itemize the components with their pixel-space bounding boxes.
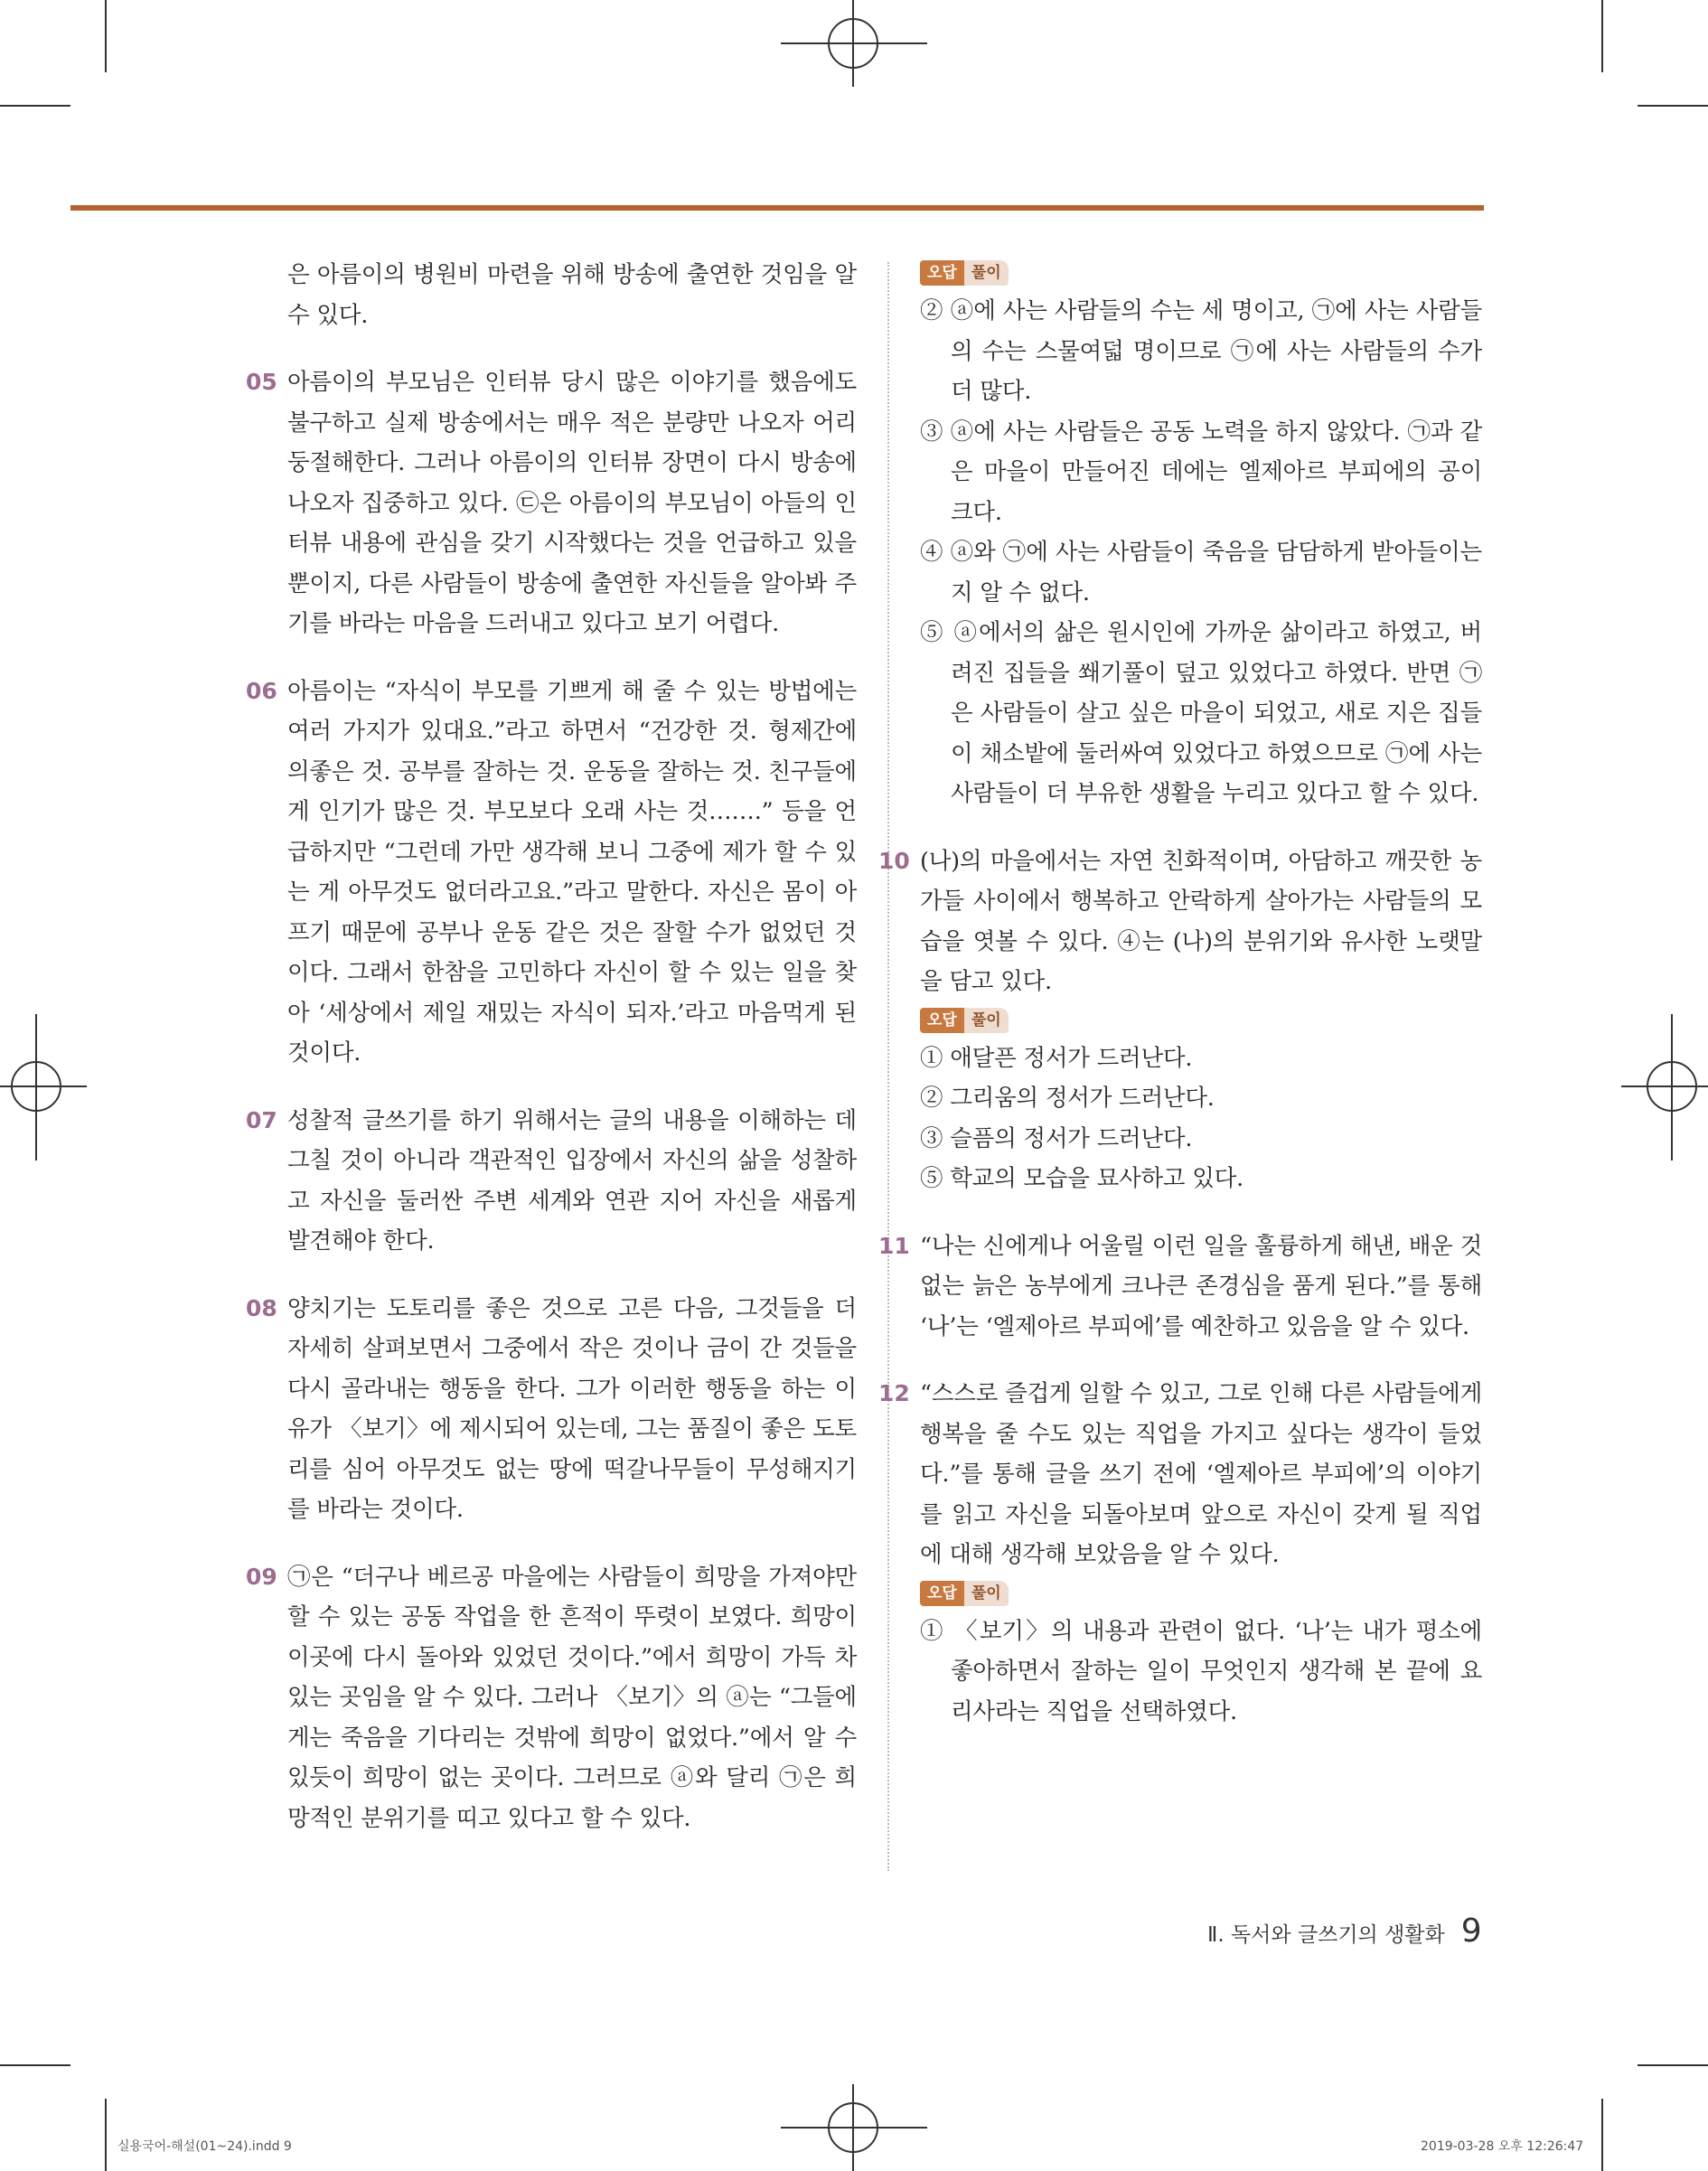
item-text: ㉠은 “더구나 베르공 마을에는 사람들이 희망을 가져야만 할 수 있는 공동 작업을 한 흔적이 뚜렷이 보였다. 희망이 이곳에 다시 돌아와 있었던 것이다.”에서 희망이 가득 차 있는 곳임을 알 수 있다. 그러나 〈보기〉의 ⓐ는 “그들에게는 죽음을 기다리는 것밖에 희망이 없었다.”에서 알 수 있듯이 희망이 없는 곳이다. 그러므로 ⓐ와 달리 ㉠은 희망적인 분위기를 띠고 있다고 할 수 있다. (287, 1563, 857, 1832)
item-number: 07 (246, 1106, 277, 1133)
intro-paragraph (287, 255, 857, 335)
page-number: 9 (1460, 1913, 1482, 1950)
option-text: ④ ⓐ와 ㉠에 사는 사람들이 죽음을 담담하게 받아들이는지 알 수 없다. (920, 539, 1482, 606)
badge-label: 오답 (920, 1581, 964, 1606)
option-text: ⑤ 학교의 모습을 묘사하고 있다. (920, 1165, 1244, 1192)
print-slug-file: 실용국어-해설(01~24).indd 9 (117, 2139, 292, 2154)
item-number: 08 (246, 1294, 277, 1321)
option-text: ① 〈보기〉의 내용과 관련이 없다. ‘나’는 내가 평소에 좋아하면서 잘하는 일이 무엇인지 생각해 본 끝에 요리사라는 직업을 선택하였다. (920, 1617, 1482, 1725)
registration-mark (781, 42, 927, 44)
registration-mark (0, 1086, 87, 1087)
badge-label: 풀이 (964, 1581, 1009, 1606)
registration-mark (1671, 1014, 1673, 1161)
option-text: ② 그리움의 정서가 드러난다. (920, 1085, 1215, 1112)
item-text: “스스로 즐겁게 일할 수 있고, 그로 인해 다른 사람들에게 행복을 줄 수도 있는 직업을 가지고 싶다는 생각이 들었다.”를 통해 글을 쓰기 전에 ‘엘제아르 부피에’의 이야기를 읽고 자신을 되돌아보며 앞으로 자신이 갖게 될 직업에 대해 생각해 보았음을 알 수 있다. (920, 1380, 1482, 1568)
wrong-answer-block-09 (920, 255, 1482, 814)
registration-mark (852, 0, 854, 87)
crop-mark (1638, 105, 1708, 107)
registration-mark (1621, 1086, 1708, 1087)
item-text: 아름이는 “자식이 부모를 기쁘게 해 줄 수 있는 방법에는 여러 가지가 있대요.”라고 하면서 “건강한 것. 형제간에 의좋은 것. 공부를 잘하는 것. 운동을 잘하는 것. 친구들에게 인기가 많은 것. 부모보다 오래 사는 것…….” 등을 언급하지만 “그런데 가만 생각해 보니 그중에 제가 할 수 있는 게 아무것도 없더라고요.”라고 말한다. 자신은 몸이 아프기 때문에 공부나 운동 같은 것은 잘할 수가 없었던 것이다. 그래서 한참을 고민하다 자신이 할 수 있는 일을 찾아 ‘세상에서 제일 재밌는 자식이 되자.’라고 마음먹게 된 것이다. (287, 677, 857, 1067)
option-text: ⑤ ⓐ에서의 삶은 원시인에 가까운 삶이라고 하였고, 버려진 집들을 쐐기풀이 덮고 있었다고 하였다. 반면 ㉠은 사람들이 살고 싶은 마을이 되었고, 새로 지은 집들이 채소밭에 둘러싸여 있었다고 하였으므로 ㉠에 사는 사람들이 더 부유한 생활을 누리고 있다고 할 수 있다. (920, 619, 1482, 807)
item-number: 12 (878, 1380, 910, 1406)
answer-item-11 (878, 1226, 1482, 1348)
item-text: (나)의 마을에서는 자연 친화적이며, 아담하고 깨끗한 농가들 사이에서 행복하고 안락하게 살아가는 사람들의 모습을 엿볼 수 있다. ④는 (나)의 분위기와 유사한 노랫말을 담고 있다. (920, 847, 1482, 995)
item-text: 아름이의 부모님은 인터뷰 당시 많은 이야기를 했음에도 불구하고 실제 방송에서는 매우 적은 분량만 나오자 어리둥절해한다. 그러나 아름이의 인터뷰 장면이 다시 방송에 나오자 집중하고 있다. ㉢은 아름이의 부모님이 아들의 인터뷰 내용에 관심을 갖기 시작했다는 것을 언급하고 있을 뿐이지, 다른 사람들이 방송에 출연한 자신들을 알아봐 주기를 바라는 마음을 드러내고 있다고 보기 어렵다. (287, 369, 857, 637)
page-footer (1207, 1913, 1482, 1950)
answer-item-08 (246, 1289, 857, 1530)
wrong-answer-badge (920, 1581, 1009, 1606)
print-slug-date: 2019-03-28 오후 12:26:47 (1421, 2139, 1584, 2154)
item-number: 11 (878, 1232, 910, 1259)
intro-text: 은 아름이의 병원비 마련을 위해 방송에 출연한 것임을 알 수 있다. (287, 261, 857, 329)
column-divider (887, 262, 889, 1871)
wrong-answer-badge (920, 260, 1009, 286)
option-text: ② ⓐ에 사는 사람들의 수는 세 명이고, ㉠에 사는 사람들의 수는 스물여덟 명이므로 ㉠에 사는 사람들의 수가 더 많다. (920, 297, 1482, 405)
item-text: “나는 신에게나 어울릴 이런 일을 훌륭하게 해낸, 배운 것 없는 늙은 농부에게 크나큰 존경심을 품게 된다.”를 통해 ‘나’는 ‘엘제아르 부피에’를 예찬하고 있음을 알 수 있다. (920, 1232, 1482, 1340)
answer-item-12 (878, 1374, 1482, 1732)
item-number: 06 (246, 677, 277, 704)
item-text: 성찰적 글쓰기를 하기 위해서는 글의 내용을 이해하는 데 그칠 것이 아니라 객관적인 입장에서 자신의 삶을 성찰하고 자신을 둘러싼 주변 세계와 연관 지어 자신을 새롭게 발견해야 한다. (287, 1106, 857, 1255)
answer-item-09 (246, 1557, 857, 1839)
crop-mark (105, 0, 107, 72)
badge-label: 오답 (920, 1008, 964, 1033)
option-text: ① 애달픈 정서가 드러난다. (920, 1044, 1193, 1072)
crop-mark (1601, 2099, 1603, 2171)
registration-mark (781, 2127, 927, 2129)
item-number: 09 (246, 1563, 277, 1590)
answer-item-05 (246, 362, 857, 644)
option-text: ③ 슬픔의 정서가 드러난다. (920, 1124, 1193, 1152)
option-text: ③ ⓐ에 사는 사람들은 공동 노력을 하지 않았다. ㉠과 같은 마을이 만들어진 데에는 엘제아르 부피에의 공이 크다. (920, 418, 1482, 526)
item-text: 양치기는 도토리를 좋은 것으로 고른 다음, 그것들을 더 자세히 살펴보면서 그중에서 작은 것이나 금이 간 것들을 다시 골라내는 행동을 한다. 그가 이러한 행동을 하는 이유가 〈보기〉에 제시되어 있는데, 그는 품질이 좋은 도토리를 심어 아무것도 없는 땅에 떡갈나무들이 무성해지기를 바라는 것이다. (287, 1294, 857, 1523)
crop-mark (0, 2064, 70, 2066)
crop-mark (1638, 2064, 1708, 2066)
left-column (246, 255, 857, 1838)
answer-item-10 (878, 841, 1482, 1199)
registration-mark (35, 1014, 37, 1161)
crop-mark (105, 2099, 107, 2171)
chapter-title: Ⅱ. 독서와 글쓰기의 생활화 (1207, 1923, 1445, 1947)
right-column (878, 255, 1482, 1732)
registration-mark (852, 2084, 854, 2171)
answer-item-06 (246, 672, 857, 1074)
badge-label: 풀이 (964, 260, 1009, 286)
badge-label: 오답 (920, 260, 964, 286)
crop-mark (1601, 0, 1603, 72)
item-number: 05 (246, 369, 277, 395)
badge-label: 풀이 (964, 1008, 1009, 1033)
item-number: 10 (878, 847, 910, 874)
wrong-answer-badge (920, 1008, 1009, 1033)
answer-item-07 (246, 1101, 857, 1262)
crop-mark (0, 105, 70, 107)
header-accent-bar (70, 205, 1484, 211)
